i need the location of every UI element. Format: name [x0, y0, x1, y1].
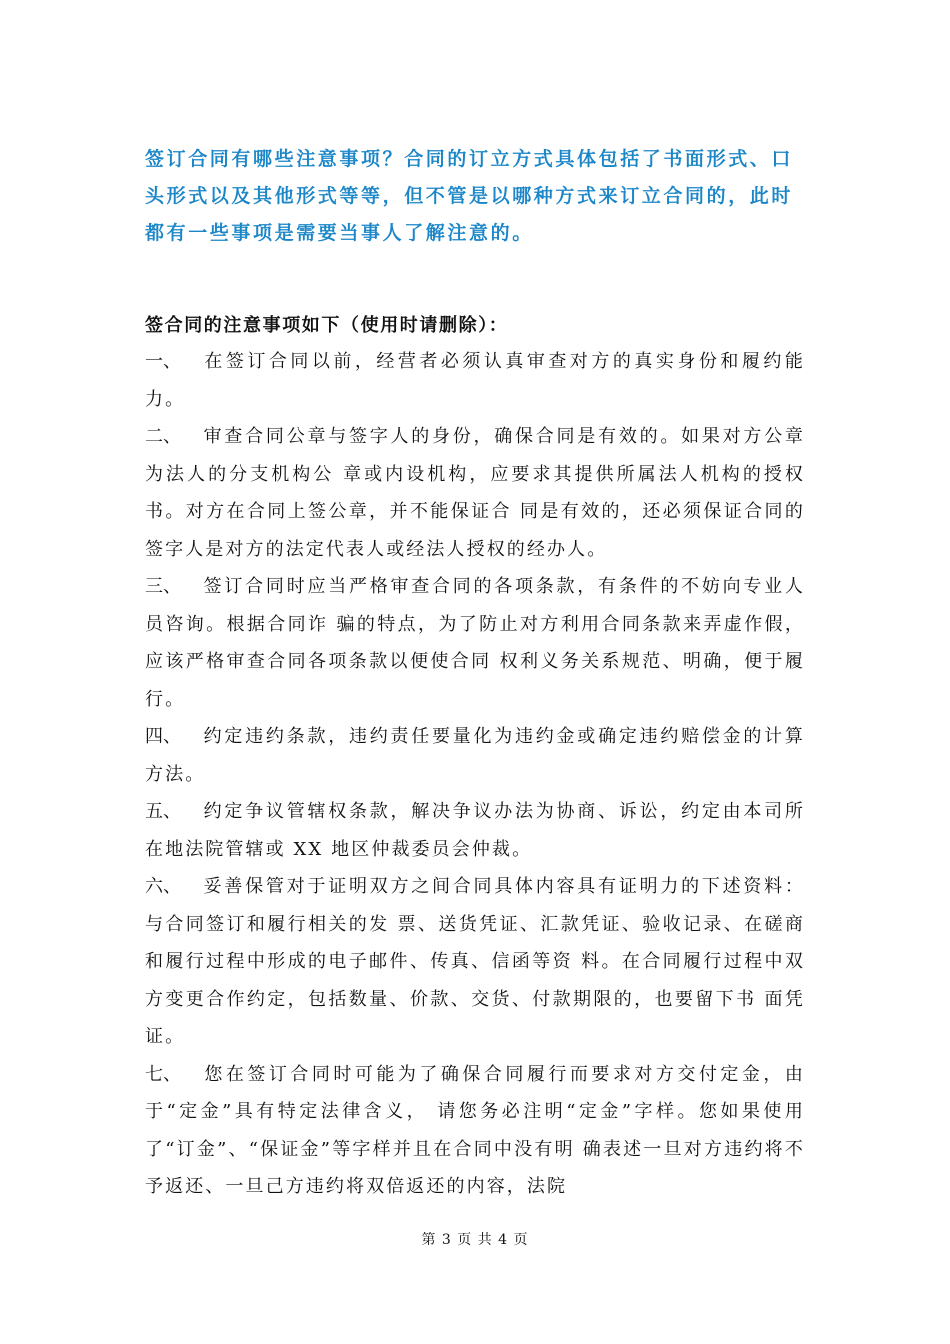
list-item-text: 签订合同时应当严格审查合同的各项条款，有条件的不妨向专业人员咨询。根据合同诈 骗的特点，为了防止对方利用合同条款来弄虚作假，应该严格审查合同各项条款以便使合同 权利义务关系规范、明确，便于履行。 [145, 576, 805, 710]
list-item [145, 343, 805, 418]
section-heading: 签合同的注意事项如下（使用时请删除）： [145, 315, 509, 336]
intro-paragraph: 签订合同有哪些注意事项？合同的订立方式具体包括了书面形式、口头形式以及其他形式等等，但不管是以哪种方式来订立合同的，此时都有一些事项是需要当事人了解注意的。 [145, 148, 794, 244]
list-item [145, 793, 805, 868]
list-item [145, 418, 805, 568]
notice-list [145, 343, 805, 1206]
page-footer: 第 3 页 共 4 页 [421, 1232, 529, 1248]
list-item-text: 妥善保管对于证明双方之间合同具体内容具有证明力的下述资料：与合同签订和履行相关的发 票、送货凭证、汇款凭证、验收记录、在磋商和履行过程中形成的电子邮件、传真、信函等资 料。在合同履行过程中双方变更合作约定，包括数量、价款、交货、付款期限的，也要留下书 面凭证。 [145, 876, 805, 1047]
list-item-number: 二、 [145, 426, 181, 447]
list-item-number: 四、 [145, 726, 181, 747]
list-item-number: 七、 [145, 1063, 181, 1085]
list-item-text: 您在签订合同时可能为了确保合同履行而要求对方交付定金，由于“定金”具有特定法律含义， 请您务必注明“定金”字样。您如果使用了“订金”、“保证金”等字样并且在合同中没有明 确表述一旦对方违约将不予返还、一旦己方违约将双倍返还的内容，法院 [145, 1063, 805, 1197]
list-item-text: 约定违约条款，违约责任要量化为违约金或确定违约赔偿金的计算方法。 [145, 726, 805, 785]
list-item-text: 审查合同公章与签字人的身份，确保合同是有效的。如果对方公章为法人的分支机构公 章或内设机构，应要求其提供所属法人机构的授权书。对方在合同上签公章，并不能保证合 同是有效的，还必须保证合同的签字人是对方的法定代表人或经法人授权的经办人。 [145, 426, 805, 560]
list-item [145, 718, 805, 793]
list-item [145, 568, 805, 718]
list-item-number: 五、 [145, 801, 181, 822]
list-item-text: 约定争议管辖权条款，解决争议办法为协商、诉讼，约定由本司所在地法院管辖或 XX 地区仲裁委员会仲裁。 [145, 801, 805, 860]
list-item-number: 六、 [145, 876, 181, 897]
list-item [145, 868, 805, 1056]
list-item-number: 三、 [145, 576, 181, 597]
list-item [145, 1056, 805, 1206]
list-item-text: 在签订合同以前，经营者必须认真审查对方的真实身份和履约能力。 [145, 351, 805, 410]
list-item-number: 一、 [145, 351, 181, 372]
